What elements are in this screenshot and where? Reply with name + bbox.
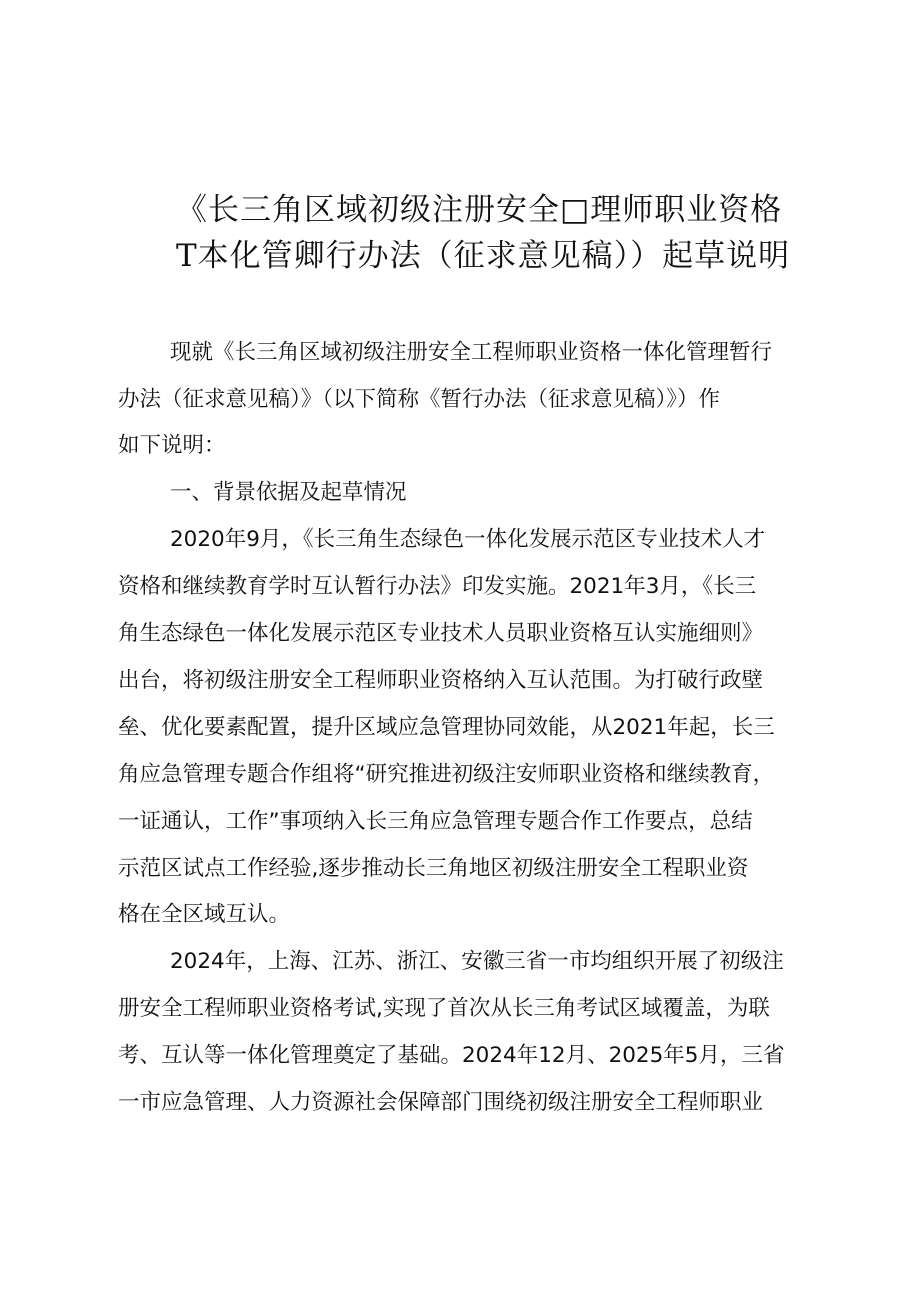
paragraph-line: 资格和继续教育学时互认暂行办法》印发实施。2021年3月，《长三: [118, 574, 757, 599]
document-title-line-2: T本化管卿行办法（征求意见稿））起草说明: [176, 238, 791, 274]
paragraph-line: 2020年9月，《长三角生态绿色一体化发展示范区专业技术人才: [170, 527, 766, 552]
paragraph-line: 一证通认，工作”事项纳入长三角应急管理专题合作工作要点，总结: [118, 809, 753, 834]
paragraph-line: 一市应急管理、人力资源社会保障部门围绕初级注册安全工程师职业: [118, 1090, 764, 1115]
paragraph-line: 办法（征求意见稿）》（以下简称《暂行办法（征求意见稿）》）作: [118, 387, 721, 412]
paragraph-line: 垒、优化要素配置，提升区域应急管理协同效能，从2021年起，长三: [118, 715, 775, 740]
section-heading: 一、背景依据及起草情况: [170, 480, 407, 505]
paragraph-line: 格在全区域互认。: [118, 902, 291, 927]
document-title-line-1: 《长三角区域初级注册安全□理师职业资格: [176, 192, 783, 228]
paragraph-line: 示范区试点工作经验,逐步推动长三角地区初级注册安全工程职业资: [118, 856, 749, 881]
paragraph-line: 出台，将初级注册安全工程师职业资格纳入互认范围。为打破行政壁: [118, 668, 764, 693]
paragraph-line: 2024年，上海、江苏、浙江、安徽三省一市均组织开展了初级注: [170, 949, 784, 974]
paragraph-line: 现就《长三角区域初级注册安全工程师职业资格一体化管理暂行: [170, 340, 773, 365]
paragraph-line: 考、互认等一体化管理奠定了基础。2024年12月、2025年5月，三省: [118, 1043, 785, 1068]
paragraph-line: 如下说明：: [118, 433, 226, 458]
paragraph-line: 册安全工程师职业资格考试,实现了首次从长三角考试区域覆盖，为联: [118, 996, 770, 1021]
paragraph-line: 角应急管理专题合作组将“研究推进初级注安师职业资格和继续教育，: [118, 762, 775, 787]
paragraph-line: 角生态绿色一体化发展示范区专业技术人员职业资格互认实施细则》: [118, 621, 764, 646]
